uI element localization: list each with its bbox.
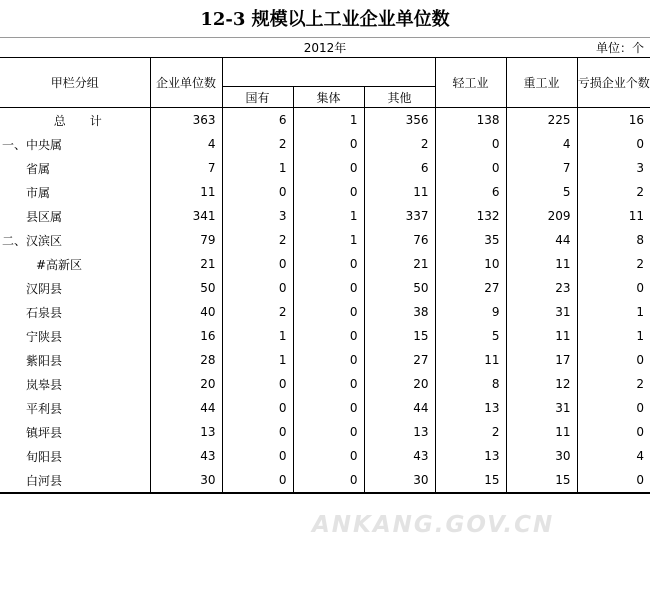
row-name: 紫阳县 xyxy=(26,353,63,368)
cell-loss: 0 xyxy=(577,468,650,493)
cell-state: 0 xyxy=(222,396,293,420)
cell-enterprises: 79 xyxy=(150,228,222,252)
cell-loss: 2 xyxy=(577,180,650,204)
cell-state: 2 xyxy=(222,300,293,324)
cell-enterprises: 50 xyxy=(150,276,222,300)
cell-light: 9 xyxy=(435,300,506,324)
cell-heavy: 225 xyxy=(506,108,577,133)
cell-state: 6 xyxy=(222,108,293,133)
cell-enterprises: 44 xyxy=(150,396,222,420)
cell-light: 138 xyxy=(435,108,506,133)
cell-other: 15 xyxy=(364,324,435,348)
subheader xyxy=(0,37,650,58)
row-name: 平利县 xyxy=(26,401,63,416)
cell-enterprises: 28 xyxy=(150,348,222,372)
table-row xyxy=(0,132,650,156)
cell-other: 30 xyxy=(364,468,435,493)
cell-collective: 0 xyxy=(293,444,364,468)
row-name: 白河县 xyxy=(0,468,150,493)
cell-enterprises: 16 xyxy=(150,324,222,348)
cell-collective: 0 xyxy=(293,372,364,396)
header-loss: 亏损企业个数 xyxy=(577,58,650,108)
cell-other: 356 xyxy=(364,108,435,133)
cell-state: 0 xyxy=(222,468,293,493)
row-name: 总 计 xyxy=(0,108,150,133)
cell-collective: 0 xyxy=(293,348,364,372)
cell-light: 27 xyxy=(435,276,506,300)
cell-other: 38 xyxy=(364,300,435,324)
cell-collective: 1 xyxy=(293,204,364,228)
page-title: 12-3 规模以上工业企业单位数 xyxy=(200,9,450,30)
table-row xyxy=(0,372,650,396)
cell-collective: 0 xyxy=(293,276,364,300)
cell-state: 2 xyxy=(222,228,293,252)
unit-label: 单位：个 xyxy=(595,41,644,55)
cell-heavy: 209 xyxy=(506,204,577,228)
cell-loss: 1 xyxy=(577,300,650,324)
row-name: 市属 xyxy=(26,185,51,200)
row-name: 石泉县 xyxy=(26,305,63,320)
row-name: #高新区 xyxy=(36,257,83,272)
cell-other: 44 xyxy=(364,396,435,420)
cell-state: 0 xyxy=(222,420,293,444)
cell-loss: 0 xyxy=(577,396,650,420)
year-label: 2012年 xyxy=(303,41,347,55)
cell-heavy: 30 xyxy=(506,444,577,468)
cell-state: 2 xyxy=(222,132,293,156)
header-heavy: 重工业 xyxy=(506,58,577,108)
table-row xyxy=(0,252,650,276)
cell-light: 15 xyxy=(435,468,506,493)
cell-other: 13 xyxy=(364,420,435,444)
cell-state: 3 xyxy=(222,204,293,228)
cell-state: 0 xyxy=(222,444,293,468)
row-name: 宁陕县 xyxy=(26,329,63,344)
cell-collective: 0 xyxy=(293,324,364,348)
cell-state: 0 xyxy=(222,180,293,204)
table-body xyxy=(0,108,650,494)
row-name: 汉阴县 xyxy=(26,281,63,296)
row-name: 县区属 xyxy=(26,209,63,224)
table-row xyxy=(0,468,650,493)
cell-loss: 16 xyxy=(577,108,650,133)
cell-other: 11 xyxy=(364,180,435,204)
cell-loss: 0 xyxy=(577,348,650,372)
enterprise-count-table xyxy=(0,57,650,494)
table-row xyxy=(0,324,650,348)
cell-heavy: 11 xyxy=(506,420,577,444)
cell-light: 0 xyxy=(435,156,506,180)
cell-loss: 0 xyxy=(577,420,650,444)
cell-other: 43 xyxy=(364,444,435,468)
cell-enterprises: 4 xyxy=(150,132,222,156)
cell-light: 13 xyxy=(435,444,506,468)
table-row xyxy=(0,276,650,300)
cell-enterprises: 341 xyxy=(150,204,222,228)
cell-other: 21 xyxy=(364,252,435,276)
table-row xyxy=(0,300,650,324)
cell-collective: 0 xyxy=(293,132,364,156)
table-row xyxy=(0,420,650,444)
cell-enterprises: 363 xyxy=(150,108,222,133)
cell-light: 35 xyxy=(435,228,506,252)
cell-state: 1 xyxy=(222,348,293,372)
cell-light: 132 xyxy=(435,204,506,228)
header-other: 其他 xyxy=(364,87,435,108)
cell-collective: 0 xyxy=(293,180,364,204)
cell-loss: 11 xyxy=(577,204,650,228)
cell-collective: 0 xyxy=(293,300,364,324)
cell-collective: 0 xyxy=(293,468,364,493)
cell-enterprises: 40 xyxy=(150,300,222,324)
cell-heavy: 11 xyxy=(506,324,577,348)
table-row xyxy=(0,108,650,133)
cell-heavy: 31 xyxy=(506,300,577,324)
cell-heavy: 23 xyxy=(506,276,577,300)
row-name: 省属 xyxy=(26,161,51,176)
cell-state: 1 xyxy=(222,156,293,180)
cell-light: 2 xyxy=(435,420,506,444)
cell-loss: 2 xyxy=(577,372,650,396)
cell-loss: 3 xyxy=(577,156,650,180)
cell-heavy: 17 xyxy=(506,348,577,372)
cell-other: 2 xyxy=(364,132,435,156)
cell-loss: 2 xyxy=(577,252,650,276)
cell-other: 337 xyxy=(364,204,435,228)
table-row xyxy=(0,228,650,252)
cell-loss: 0 xyxy=(577,132,650,156)
table-row xyxy=(0,348,650,372)
table-row xyxy=(0,204,650,228)
cell-light: 0 xyxy=(435,132,506,156)
cell-collective: 0 xyxy=(293,396,364,420)
cell-heavy: 12 xyxy=(506,372,577,396)
header-enterprises: 企业单位数 xyxy=(150,58,222,108)
cell-enterprises: 20 xyxy=(150,372,222,396)
cell-collective: 1 xyxy=(293,228,364,252)
header-group: 甲栏分组 xyxy=(0,58,150,108)
cell-heavy: 44 xyxy=(506,228,577,252)
cell-other: 27 xyxy=(364,348,435,372)
cell-other: 6 xyxy=(364,156,435,180)
cell-loss: 0 xyxy=(577,276,650,300)
cell-enterprises: 21 xyxy=(150,252,222,276)
cell-light: 10 xyxy=(435,252,506,276)
cell-light: 13 xyxy=(435,396,506,420)
cell-state: 0 xyxy=(222,276,293,300)
cell-light: 11 xyxy=(435,348,506,372)
header-ownership-group xyxy=(222,58,435,87)
cell-enterprises: 11 xyxy=(150,180,222,204)
cell-heavy: 15 xyxy=(506,468,577,493)
cell-light: 5 xyxy=(435,324,506,348)
header-state: 国有 xyxy=(222,87,293,108)
row-name: 二、汉滨区 xyxy=(2,233,63,248)
cell-enterprises: 7 xyxy=(150,156,222,180)
cell-light: 6 xyxy=(435,180,506,204)
cell-collective: 0 xyxy=(293,420,364,444)
cell-enterprises: 43 xyxy=(150,444,222,468)
cell-loss: 4 xyxy=(577,444,650,468)
row-name: 旬阳县 xyxy=(26,449,63,464)
cell-loss: 8 xyxy=(577,228,650,252)
header-light: 轻工业 xyxy=(435,58,506,108)
cell-state: 0 xyxy=(222,252,293,276)
cell-collective: 0 xyxy=(293,252,364,276)
cell-heavy: 4 xyxy=(506,132,577,156)
cell-state: 1 xyxy=(222,324,293,348)
table-row xyxy=(0,396,650,420)
cell-heavy: 7 xyxy=(506,156,577,180)
cell-heavy: 31 xyxy=(506,396,577,420)
watermark: ANKANG.GOV.CN xyxy=(312,512,555,538)
cell-enterprises: 13 xyxy=(150,420,222,444)
cell-other: 76 xyxy=(364,228,435,252)
cell-collective: 1 xyxy=(293,108,364,133)
table-row xyxy=(0,156,650,180)
table-row xyxy=(0,444,650,468)
cell-collective: 0 xyxy=(293,156,364,180)
cell-enterprises: 30 xyxy=(150,468,222,493)
row-name: 一、中央属 xyxy=(2,137,63,152)
cell-other: 20 xyxy=(364,372,435,396)
cell-other: 50 xyxy=(364,276,435,300)
row-name: 岚皋县 xyxy=(26,377,63,392)
cell-loss: 1 xyxy=(577,324,650,348)
row-name: 镇坪县 xyxy=(26,425,63,440)
header-collective: 集体 xyxy=(293,87,364,108)
cell-light: 8 xyxy=(435,372,506,396)
cell-state: 0 xyxy=(222,372,293,396)
table-row xyxy=(0,180,650,204)
cell-heavy: 5 xyxy=(506,180,577,204)
cell-heavy: 11 xyxy=(506,252,577,276)
